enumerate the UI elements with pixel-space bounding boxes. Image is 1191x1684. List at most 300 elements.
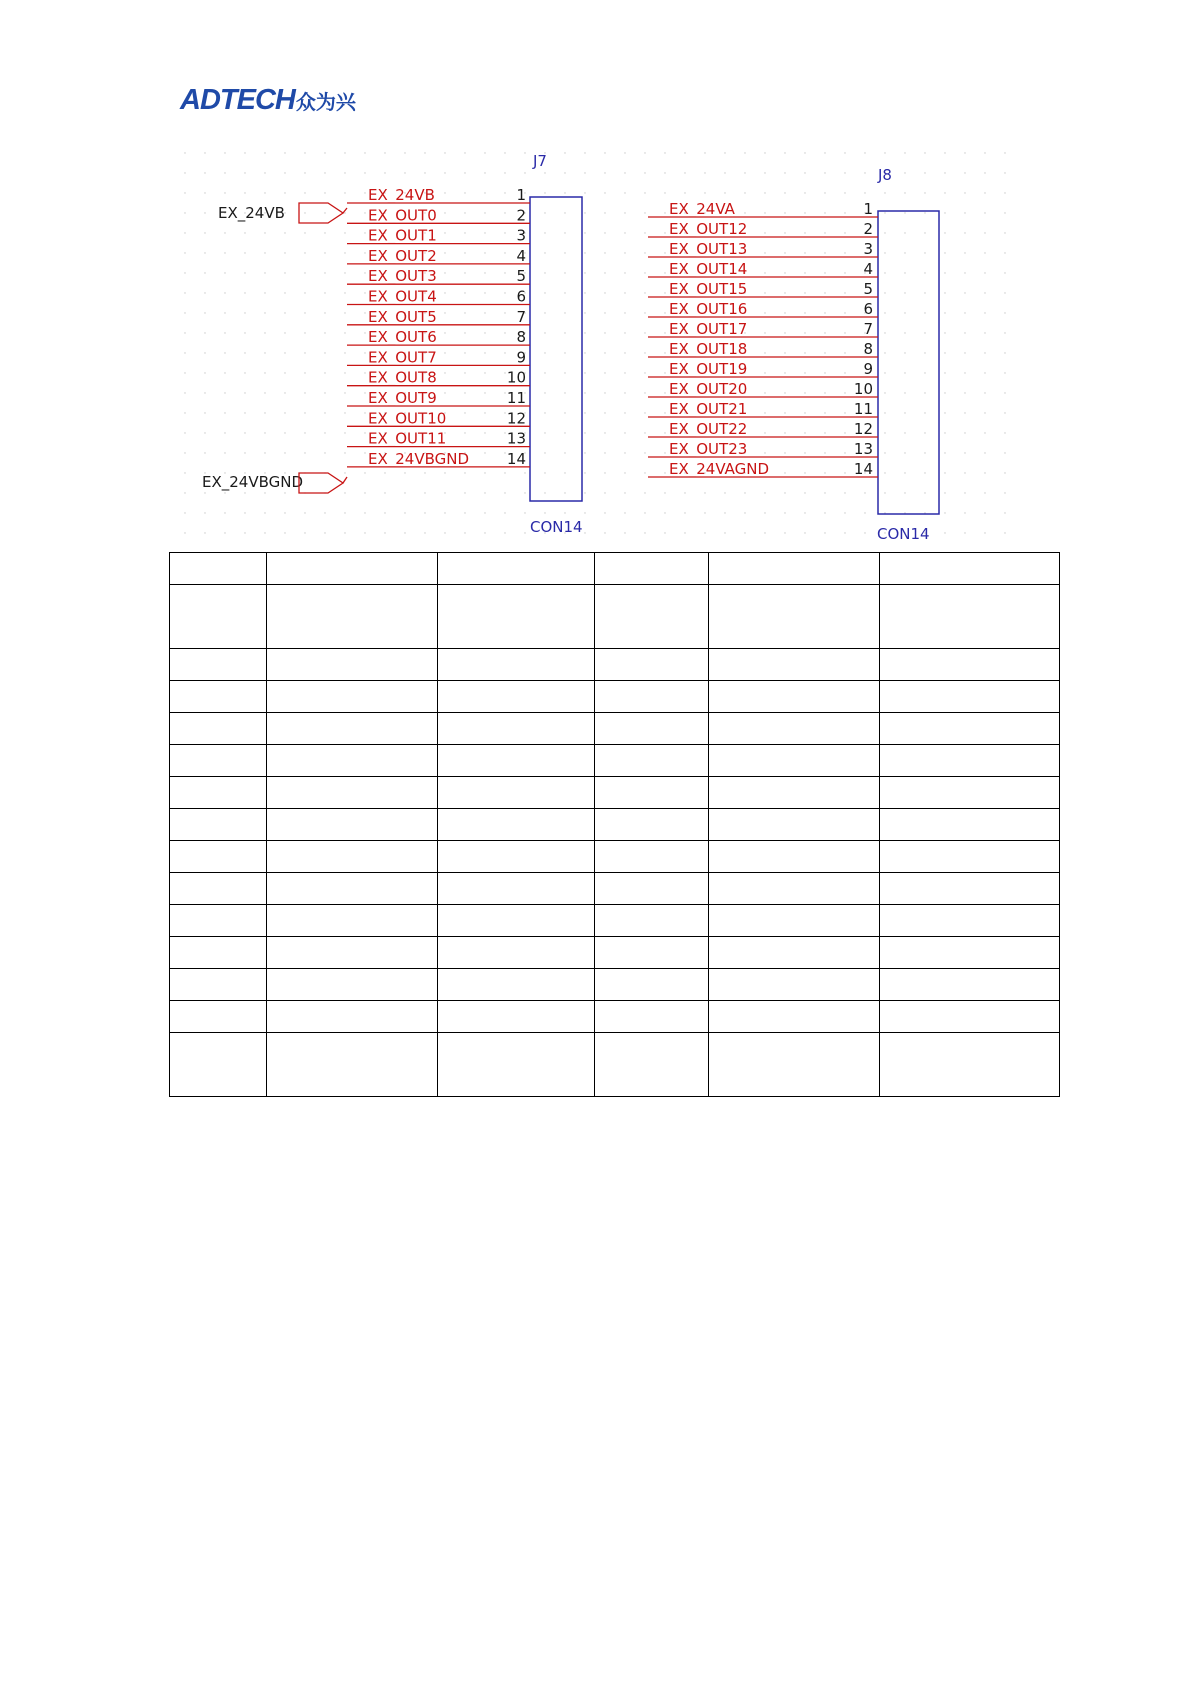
grid-dot	[924, 332, 925, 333]
grid-dot	[764, 492, 765, 493]
grid-dot	[804, 252, 805, 253]
table-cell	[880, 1001, 1060, 1033]
grid-dot	[604, 152, 605, 153]
grid-dot	[944, 332, 945, 333]
grid-dot	[504, 172, 505, 173]
grid-dot	[704, 492, 705, 493]
grid-dot	[344, 152, 345, 153]
grid-dot	[444, 492, 445, 493]
grid-dot	[644, 352, 645, 353]
table-cell	[267, 681, 438, 713]
grid-dot	[604, 292, 605, 293]
grid-dot	[344, 312, 345, 313]
grid-dot	[904, 412, 905, 413]
grid-dot	[504, 472, 505, 473]
table-cell	[438, 1033, 595, 1097]
table-cell	[595, 937, 709, 969]
grid-dot	[644, 412, 645, 413]
grid-dot	[924, 352, 925, 353]
table-cell	[438, 585, 595, 649]
grid-dot	[364, 372, 365, 373]
grid-dot	[444, 372, 445, 373]
table-row	[170, 1033, 1060, 1097]
grid-dot	[184, 252, 185, 253]
grid-dot	[784, 452, 785, 453]
grid-dot	[884, 232, 885, 233]
grid-dot	[964, 372, 965, 373]
grid-dot	[824, 232, 825, 233]
grid-dot	[564, 492, 565, 493]
grid-dot	[204, 252, 205, 253]
grid-dot	[604, 412, 605, 413]
table-cell	[170, 681, 267, 713]
table-cell	[170, 1001, 267, 1033]
table-row	[170, 969, 1060, 1001]
connector-designator-j8: J8	[878, 166, 892, 184]
grid-dot	[764, 272, 765, 273]
grid-dot	[624, 252, 625, 253]
table-cell	[595, 553, 709, 585]
grid-dot	[464, 272, 465, 273]
pin-number: 11	[506, 389, 526, 407]
grid-dot	[944, 372, 945, 373]
grid-dot	[564, 372, 565, 373]
grid-dot	[564, 192, 565, 193]
grid-dot	[464, 432, 465, 433]
grid-dot	[804, 512, 805, 513]
grid-dot	[504, 252, 505, 253]
grid-dot	[1004, 492, 1005, 493]
grid-dot	[1004, 272, 1005, 273]
net-label: EX_OUT17	[669, 320, 748, 338]
grid-dot	[864, 192, 865, 193]
table-row	[170, 649, 1060, 681]
pin-number: 5	[863, 280, 873, 298]
pin-number: 10	[506, 368, 526, 387]
grid-dot	[844, 152, 845, 153]
grid-dot	[364, 512, 365, 513]
grid-dot	[444, 292, 445, 293]
grid-dot	[304, 172, 305, 173]
grid-dot	[784, 412, 785, 413]
grid-dot	[184, 412, 185, 413]
net-label: EX_OUT18	[669, 340, 748, 358]
table-cell	[170, 905, 267, 937]
grid-dot	[464, 472, 465, 473]
grid-dot	[504, 152, 505, 153]
net-label: EX_24VBGND	[368, 449, 470, 468]
grid-dot	[964, 272, 965, 273]
table-cell	[709, 713, 880, 745]
grid-dot	[744, 172, 745, 173]
grid-dot	[604, 392, 605, 393]
net-label: EX_OUT21	[669, 400, 748, 418]
grid-dot	[304, 352, 305, 353]
table-cell	[438, 905, 595, 937]
table-cell	[438, 713, 595, 745]
grid-dot	[304, 512, 305, 513]
grid-dot	[604, 232, 605, 233]
table-cell	[709, 585, 880, 649]
table-cell	[880, 873, 1060, 905]
grid-dot	[284, 532, 285, 533]
table-cell	[170, 585, 267, 649]
grid-dot	[244, 352, 245, 353]
grid-dot	[364, 412, 365, 413]
table-row	[170, 585, 1060, 649]
grid-dot	[644, 512, 645, 513]
grid-dot	[784, 172, 785, 173]
pin-table	[169, 552, 1060, 1097]
grid-dot	[184, 492, 185, 493]
table-row	[170, 841, 1060, 873]
grid-dot	[484, 192, 485, 193]
grid-dot	[344, 532, 345, 533]
grid-dot	[944, 212, 945, 213]
grid-dot	[824, 392, 825, 393]
pin-number: 4	[516, 246, 526, 265]
grid-dot	[664, 532, 665, 533]
connector-body-j8	[878, 211, 939, 514]
grid-dot	[904, 432, 905, 433]
grid-dot	[544, 412, 545, 413]
grid-dot	[824, 372, 825, 373]
grid-dot	[844, 172, 845, 173]
grid-dot	[984, 292, 985, 293]
grid-dot	[1004, 332, 1005, 333]
grid-dot	[964, 292, 965, 293]
company-logo	[180, 80, 380, 120]
grid-dot	[924, 152, 925, 153]
grid-dot	[604, 532, 605, 533]
grid-dot	[344, 492, 345, 493]
grid-dot	[604, 312, 605, 313]
grid-dot	[964, 212, 965, 213]
grid-dot	[204, 412, 205, 413]
net-label: EX_OUT3	[368, 267, 437, 286]
grid-dot	[264, 452, 265, 453]
table-cell	[709, 745, 880, 777]
grid-dot	[184, 192, 185, 193]
grid-dot	[564, 152, 565, 153]
grid-dot	[684, 492, 685, 493]
grid-dot	[224, 332, 225, 333]
grid-dot	[364, 452, 365, 453]
grid-dot	[664, 232, 665, 233]
grid-dot	[844, 312, 845, 313]
table-cell	[170, 1033, 267, 1097]
grid-dot	[824, 152, 825, 153]
grid-dot	[184, 292, 185, 293]
grid-dot	[764, 212, 765, 213]
grid-dot	[424, 172, 425, 173]
table-row	[170, 905, 1060, 937]
grid-dot	[464, 252, 465, 253]
grid-dot	[924, 212, 925, 213]
grid-dot	[544, 392, 545, 393]
table-cell	[170, 553, 267, 585]
grid-dot	[344, 172, 345, 173]
grid-dot	[824, 512, 825, 513]
grid-dot	[344, 232, 345, 233]
grid-dot	[204, 212, 205, 213]
table-row	[170, 873, 1060, 905]
grid-dot	[324, 372, 325, 373]
grid-dot	[244, 272, 245, 273]
grid-dot	[484, 352, 485, 353]
grid-dot	[624, 232, 625, 233]
grid-dot	[624, 272, 625, 273]
grid-dot	[764, 392, 765, 393]
grid-dot	[224, 412, 225, 413]
grid-dot	[584, 272, 585, 273]
grid-dot	[584, 332, 585, 333]
grid-dot	[624, 352, 625, 353]
grid-dot	[904, 392, 905, 393]
grid-dot	[764, 172, 765, 173]
table-cell	[595, 905, 709, 937]
table-cell	[438, 745, 595, 777]
grid-dot	[444, 392, 445, 393]
grid-dot	[844, 532, 845, 533]
table-cell	[170, 841, 267, 873]
grid-dot	[844, 372, 845, 373]
grid-dot	[444, 212, 445, 213]
grid-dot	[664, 152, 665, 153]
grid-dot	[244, 152, 245, 153]
grid-dot	[604, 272, 605, 273]
table-cell	[709, 553, 880, 585]
grid-dot	[984, 512, 985, 513]
grid-dot	[384, 492, 385, 493]
grid-dot	[684, 512, 685, 513]
grid-dot	[404, 152, 405, 153]
grid-dot	[544, 232, 545, 233]
grid-dot	[444, 152, 445, 153]
grid-dot	[884, 472, 885, 473]
table-cell	[438, 969, 595, 1001]
grid-dot	[664, 492, 665, 493]
grid-dot	[564, 352, 565, 353]
grid-dot	[804, 472, 805, 473]
grid-dot	[424, 532, 425, 533]
grid-dot	[404, 512, 405, 513]
grid-dot	[924, 452, 925, 453]
grid-dot	[344, 392, 345, 393]
grid-dot	[764, 152, 765, 153]
grid-dot	[1004, 312, 1005, 313]
grid-dot	[444, 472, 445, 473]
grid-dot	[324, 392, 325, 393]
table-cell	[595, 777, 709, 809]
grid-dot	[304, 292, 305, 293]
table-cell	[170, 809, 267, 841]
schematic-dot-grid	[184, 152, 1005, 533]
grid-dot	[644, 172, 645, 173]
grid-dot	[264, 412, 265, 413]
grid-dot	[224, 292, 225, 293]
grid-dot	[504, 192, 505, 193]
net-label: EX_OUT6	[368, 328, 437, 347]
grid-dot	[384, 152, 385, 153]
grid-dot	[184, 152, 185, 153]
grid-dot	[204, 272, 205, 273]
grid-dot	[844, 392, 845, 393]
grid-dot	[264, 432, 265, 433]
table-cell	[438, 777, 595, 809]
grid-dot	[364, 352, 365, 353]
grid-dot	[844, 452, 845, 453]
table-cell	[595, 681, 709, 713]
grid-dot	[724, 172, 725, 173]
table-row	[170, 809, 1060, 841]
grid-dot	[844, 192, 845, 193]
pin-number: 7	[863, 320, 873, 338]
grid-dot	[824, 192, 825, 193]
connector-part-j7: CON14	[530, 518, 583, 536]
table-cell	[709, 969, 880, 1001]
grid-dot	[284, 232, 285, 233]
grid-dot	[324, 192, 325, 193]
pin-number: 9	[863, 360, 873, 378]
grid-dot	[844, 432, 845, 433]
table-cell	[267, 585, 438, 649]
grid-dot	[864, 152, 865, 153]
grid-dot	[304, 312, 305, 313]
grid-dot	[484, 332, 485, 333]
grid-dot	[924, 472, 925, 473]
grid-dot	[244, 432, 245, 433]
net-label: EX_OUT15	[669, 280, 748, 298]
grid-dot	[1004, 392, 1005, 393]
grid-dot	[904, 332, 905, 333]
grid-dot	[884, 272, 885, 273]
grid-dot	[1004, 152, 1005, 153]
grid-dot	[624, 192, 625, 193]
grid-dot	[204, 172, 205, 173]
table-cell	[267, 649, 438, 681]
table-cell	[880, 713, 1060, 745]
grid-dot	[184, 352, 185, 353]
logo-brand-latin: ADTECH	[180, 84, 295, 116]
table-row	[170, 745, 1060, 777]
grid-dot	[304, 432, 305, 433]
grid-dot	[844, 292, 845, 293]
grid-dot	[604, 352, 605, 353]
grid-dot	[984, 472, 985, 473]
grid-dot	[624, 152, 625, 153]
grid-dot	[764, 412, 765, 413]
grid-dot	[1004, 452, 1005, 453]
grid-dot	[804, 232, 805, 233]
table-cell	[595, 841, 709, 873]
grid-dot	[824, 492, 825, 493]
grid-dot	[864, 172, 865, 173]
grid-dot	[284, 312, 285, 313]
grid-dot	[764, 192, 765, 193]
grid-dot	[824, 252, 825, 253]
grid-dot	[464, 332, 465, 333]
grid-dot	[304, 252, 305, 253]
grid-dot	[584, 392, 585, 393]
grid-dot	[204, 492, 205, 493]
grid-dot	[504, 532, 505, 533]
table-cell	[880, 777, 1060, 809]
grid-dot	[224, 232, 225, 233]
net-label: EX_24VB	[368, 186, 435, 204]
grid-dot	[184, 432, 185, 433]
grid-dot	[324, 252, 325, 253]
table-cell	[438, 553, 595, 585]
grid-dot	[524, 472, 525, 473]
grid-dot	[284, 432, 285, 433]
grid-dot	[984, 352, 985, 353]
pin-number: 8	[516, 328, 526, 347]
grid-dot	[264, 292, 265, 293]
connector-body-j7	[530, 197, 582, 501]
table-cell	[709, 873, 880, 905]
grid-dot	[364, 172, 365, 173]
grid-dot	[204, 292, 205, 293]
grid-dot	[584, 152, 585, 153]
grid-dot	[364, 212, 365, 213]
grid-dot	[644, 372, 645, 373]
grid-dot	[224, 512, 225, 513]
table-cell	[595, 713, 709, 745]
grid-dot	[304, 192, 305, 193]
grid-dot	[924, 272, 925, 273]
grid-dot	[744, 512, 745, 513]
grid-dot	[304, 212, 305, 213]
grid-dot	[524, 512, 525, 513]
net-label: EX_OUT4	[368, 287, 437, 306]
pin-number: 5	[516, 267, 526, 286]
grid-dot	[744, 492, 745, 493]
grid-dot	[944, 252, 945, 253]
grid-dot	[784, 432, 785, 433]
grid-dot	[824, 212, 825, 213]
grid-dot	[944, 512, 945, 513]
grid-dot	[424, 472, 425, 473]
grid-dot	[944, 192, 945, 193]
grid-dot	[704, 152, 705, 153]
grid-dot	[264, 332, 265, 333]
grid-dot	[924, 392, 925, 393]
grid-dot	[224, 532, 225, 533]
grid-dot	[544, 312, 545, 313]
grid-dot	[184, 272, 185, 273]
connector-schematic	[180, 145, 1010, 550]
grid-dot	[344, 292, 345, 293]
grid-dot	[424, 512, 425, 513]
grid-dot	[964, 172, 965, 173]
grid-dot	[484, 472, 485, 473]
grid-dot	[664, 512, 665, 513]
grid-dot	[964, 452, 965, 453]
grid-dot	[624, 172, 625, 173]
grid-dot	[924, 232, 925, 233]
grid-dot	[904, 252, 905, 253]
grid-dot	[324, 452, 325, 453]
table-cell	[595, 1001, 709, 1033]
grid-dot	[944, 232, 945, 233]
grid-dot	[544, 272, 545, 273]
grid-dot	[244, 492, 245, 493]
grid-dot	[444, 312, 445, 313]
table-cell	[267, 873, 438, 905]
grid-dot	[344, 512, 345, 513]
table-cell	[170, 713, 267, 745]
